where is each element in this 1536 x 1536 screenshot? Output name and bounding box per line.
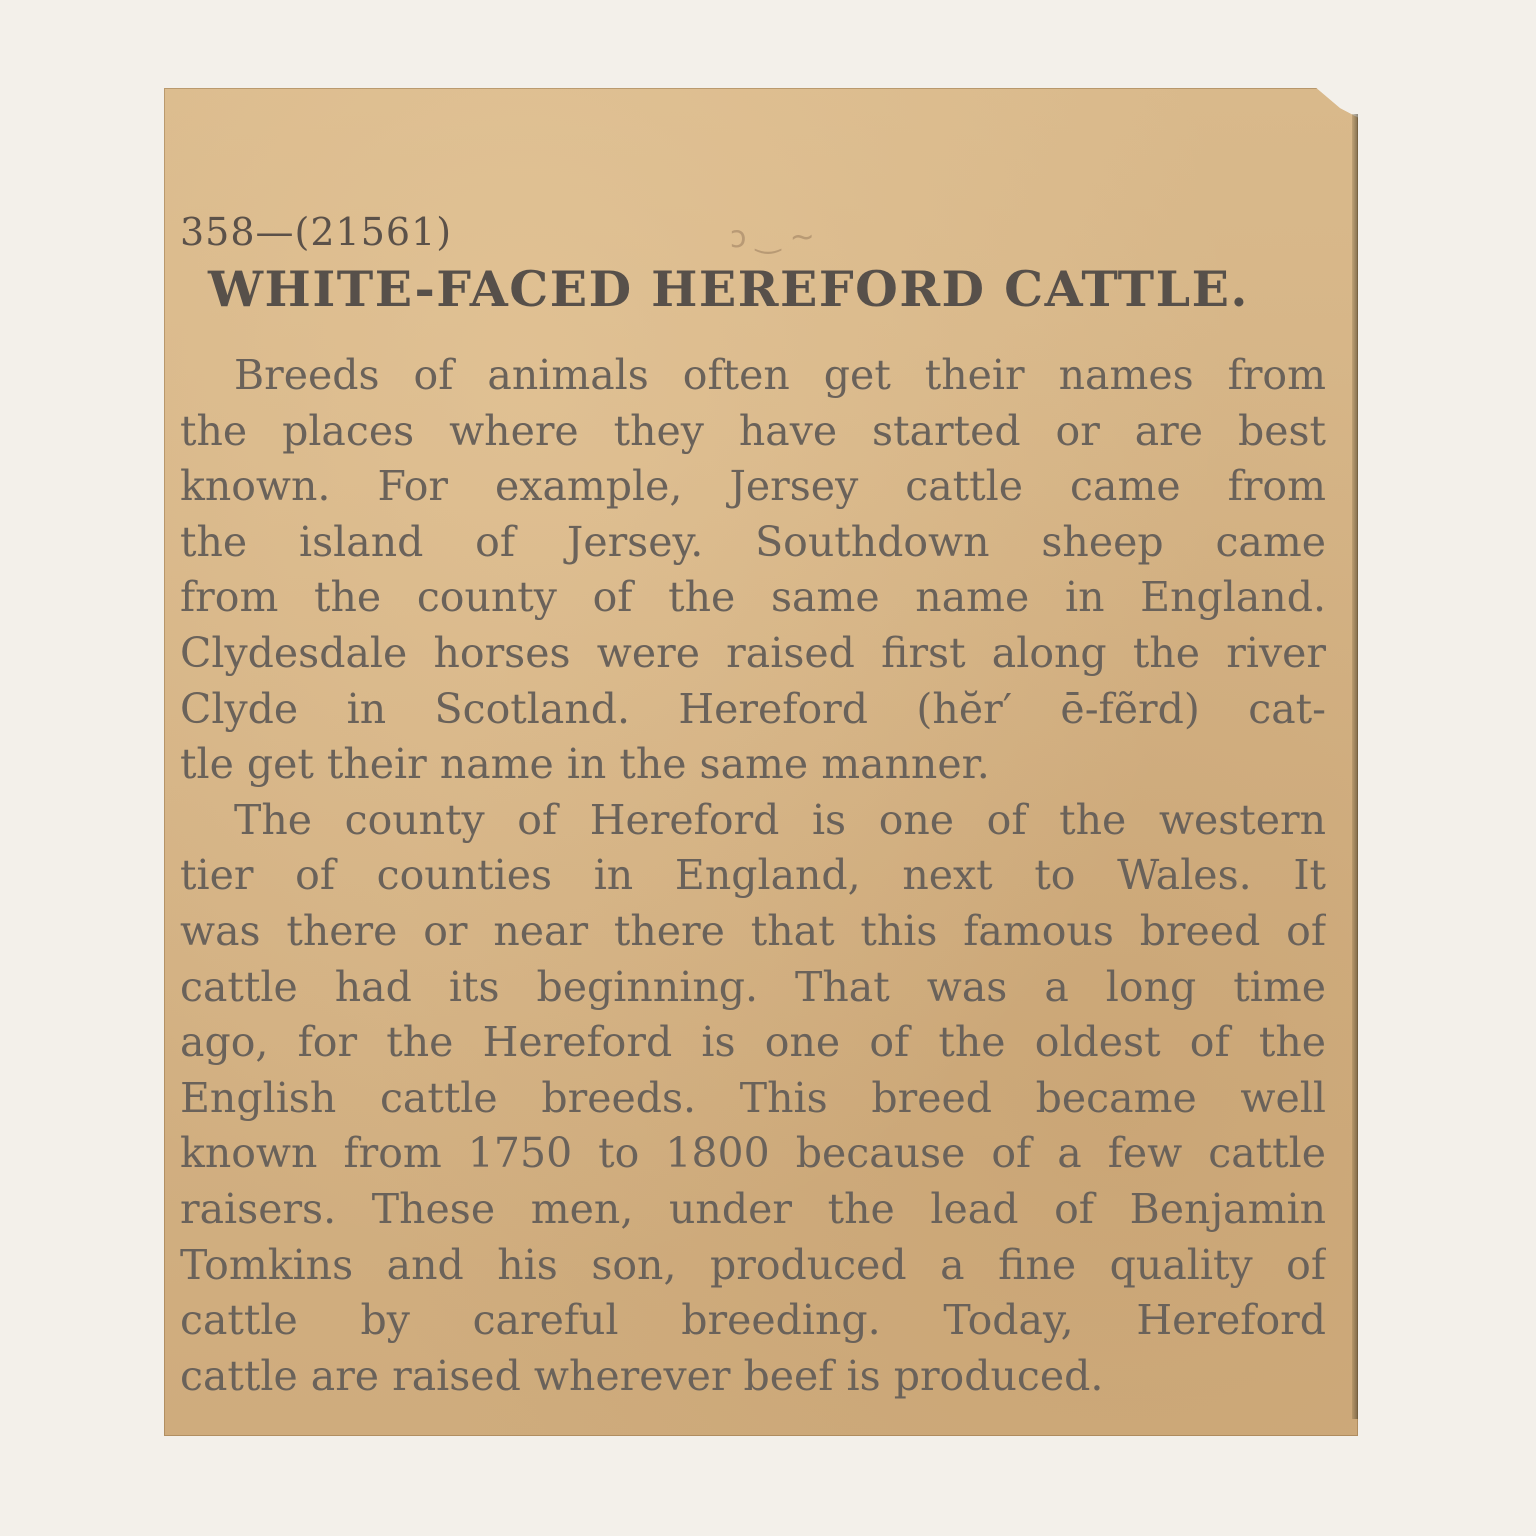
body-line: Clyde in Scotland. Hereford (hĕr′ ē-fẽrd) cat- xyxy=(180,684,1326,733)
body-line: English cattle breeds. This breed became well xyxy=(180,1073,1326,1122)
body-line: The county of Hereford is one of the western xyxy=(234,795,1326,844)
body-line: tle get their name in the same manner. xyxy=(180,740,990,789)
body-line: Breeds of animals often get their names from xyxy=(234,351,1326,399)
card-right-edge xyxy=(1352,114,1358,1419)
body-line: cattle by careful breeding. Today, Hereford xyxy=(180,1296,1326,1345)
body-line: was there or near there that this famous breed of xyxy=(180,906,1326,955)
card-number: 358—(21561) xyxy=(180,210,453,254)
body-line: cattle had its beginning. That was a long time xyxy=(180,962,1326,1011)
body-line: raisers. These men, under the lead of Benjamin xyxy=(180,1184,1326,1233)
body-line: the places where they have started or are best xyxy=(180,406,1326,455)
body-line: Tomkins and his son, produced a fine quality of xyxy=(180,1240,1326,1289)
card-body xyxy=(180,348,1326,1404)
body-line: tier of counties in England, next to Wales. It xyxy=(180,851,1326,900)
card-title: WHITE-FACED HEREFORD CATTLE. xyxy=(208,260,1249,318)
body-line: Clydesdale horses were raised first along the river xyxy=(180,628,1326,677)
body-line: the island of Jersey. Southdown sheep came xyxy=(180,517,1326,566)
body-line: known. For example, Jersey cattle came from xyxy=(180,462,1326,511)
body-line: cattle are raised wherever beef is produced. xyxy=(180,1351,1104,1400)
body-line: known from 1750 to 1800 because of a few cattle xyxy=(180,1129,1326,1178)
pencil-mark: ↄ ‿ ~ xyxy=(730,220,815,255)
body-line: ago, for the Hereford is one of the oldest of the xyxy=(180,1018,1326,1067)
body-line: from the county of the same name in England. xyxy=(180,573,1326,622)
